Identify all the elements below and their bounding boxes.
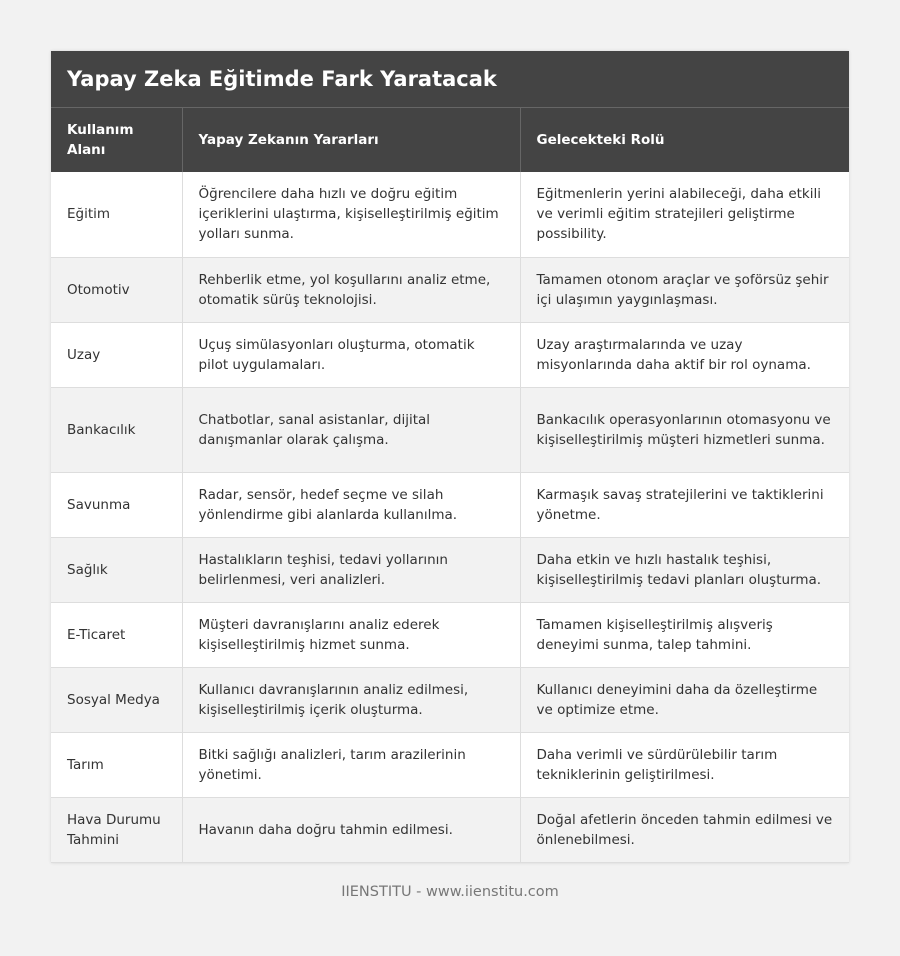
cell-usage-area: Sosyal Medya <box>51 667 182 732</box>
cell-usage-area: Bankacılık <box>51 387 182 472</box>
cell-benefits: Rehberlik etme, yol koşullarını analiz etme, otomatik sürüş teknolojisi. <box>182 257 520 322</box>
cell-future-role: Uzay araştırmalarında ve uzay misyonlarında daha aktif bir rol oynama. <box>520 322 849 387</box>
cell-future-role: Kullanıcı deneyimini daha da özelleştirme ve optimize etme. <box>520 667 849 732</box>
table-card <box>51 51 849 863</box>
table-row <box>51 537 849 602</box>
cell-usage-area: Tarım <box>51 732 182 797</box>
cell-benefits: Havanın daha doğru tahmin edilmesi. <box>182 797 520 862</box>
cell-benefits: Müşteri davranışlarını analiz ederek kişiselleştirilmiş hizmet sunma. <box>182 602 520 667</box>
cell-benefits: Bitki sağlığı analizleri, tarım arazilerinin yönetimi. <box>182 732 520 797</box>
table-title: Yapay Zeka Eğitimde Fark Yaratacak <box>51 51 849 108</box>
cell-usage-area: Eğitim <box>51 172 182 257</box>
table-row <box>51 387 849 472</box>
header-row <box>51 108 849 172</box>
cell-future-role: Daha etkin ve hızlı hastalık teşhisi, kişiselleştirilmiş tedavi planları oluşturma. <box>520 537 849 602</box>
cell-usage-area: E-Ticaret <box>51 602 182 667</box>
cell-benefits: Hastalıkların teşhisi, tedavi yollarının belirlenmesi, veri analizleri. <box>182 537 520 602</box>
cell-usage-area: Otomotiv <box>51 257 182 322</box>
table-row <box>51 472 849 537</box>
table-row <box>51 602 849 667</box>
cell-usage-area: Sağlık <box>51 537 182 602</box>
cell-future-role: Daha verimli ve sürdürülebilir tarım tekniklerinin geliştirilmesi. <box>520 732 849 797</box>
cell-future-role: Doğal afetlerin önceden tahmin edilmesi ve önlenebilmesi. <box>520 797 849 862</box>
cell-benefits: Radar, sensör, hedef seçme ve silah yönlendirme gibi alanlarda kullanılma. <box>182 472 520 537</box>
cell-usage-area: Hava Durumu Tahmini <box>51 797 182 862</box>
column-header-future-role: Gelecekteki Rolü <box>520 108 849 172</box>
cell-usage-area: Uzay <box>51 322 182 387</box>
table-row <box>51 732 849 797</box>
table-row <box>51 172 849 257</box>
column-header-usage-area: Kullanım Alanı <box>51 108 182 172</box>
table-row <box>51 667 849 732</box>
footer-credit: IIENSTITU - www.iienstitu.com <box>341 884 559 900</box>
cell-benefits: Uçuş simülasyonları oluşturma, otomatik pilot uygulamaları. <box>182 322 520 387</box>
table-row <box>51 322 849 387</box>
cell-future-role: Tamamen kişiselleştirilmiş alışveriş deneyimi sunma, talep tahmini. <box>520 602 849 667</box>
table-row <box>51 797 849 862</box>
table-row <box>51 257 849 322</box>
data-table <box>51 108 849 863</box>
cell-future-role: Tamamen otonom araçlar ve şoförsüz şehir içi ulaşımın yaygınlaşması. <box>520 257 849 322</box>
cell-benefits: Chatbotlar, sanal asistanlar, dijital danışmanlar olarak çalışma. <box>182 387 520 472</box>
cell-benefits: Öğrencilere daha hızlı ve doğru eğitim içeriklerini ulaştırma, kişiselleştirilmiş eğitim yolları sunma. <box>182 172 520 257</box>
cell-future-role: Eğitmenlerin yerini alabileceği, daha etkili ve verimli eğitim stratejileri geliştirme possibility. <box>520 172 849 257</box>
cell-future-role: Karmaşık savaş stratejilerini ve taktiklerini yönetme. <box>520 472 849 537</box>
cell-usage-area: Savunma <box>51 472 182 537</box>
column-header-benefits: Yapay Zekanın Yararları <box>182 108 520 172</box>
cell-future-role: Bankacılık operasyonlarının otomasyonu ve kişiselleştirilmiş müşteri hizmetleri sunma. <box>520 387 849 472</box>
cell-benefits: Kullanıcı davranışlarının analiz edilmesi, kişiselleştirilmiş içerik oluşturma. <box>182 667 520 732</box>
